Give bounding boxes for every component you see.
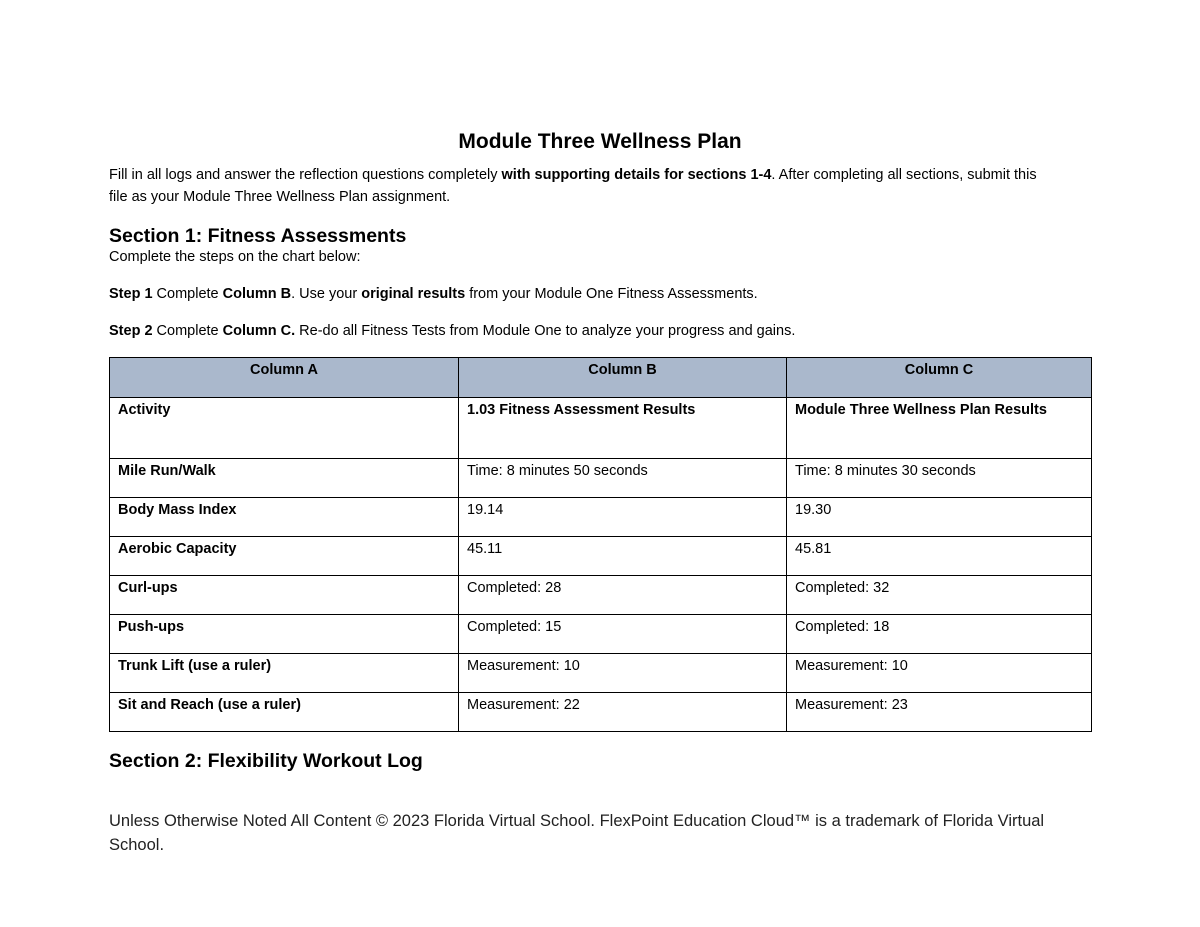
step1-emphasis: original results (361, 286, 466, 302)
cell-column-b: Completed: 28 (459, 576, 787, 615)
step2-instruction (109, 322, 795, 340)
row-label: Body Mass Index (110, 498, 459, 537)
cell-column-c: Completed: 18 (787, 615, 1092, 654)
intro-text-1: Fill in all logs and answer the reflection questions completely (109, 167, 502, 183)
section1-subheading: Complete the steps on the chart below: (109, 249, 361, 265)
activity-column-b: 1.03 Fitness Assessment Results (459, 398, 787, 459)
fitness-assessment-table (109, 357, 1092, 732)
section1-heading: Section 1: Fitness Assessments (109, 225, 407, 247)
section2-heading: Section 2: Flexibility Workout Log (109, 750, 423, 772)
header-column-c: Column C (787, 358, 1092, 398)
activity-row (110, 398, 1092, 459)
step2-column: Column C. (222, 323, 296, 339)
cell-column-b: Measurement: 10 (459, 654, 787, 693)
row-label: Curl-ups (110, 576, 459, 615)
table-row (110, 537, 1092, 576)
table-row (110, 498, 1092, 537)
step1-column: Column B (222, 286, 292, 302)
row-label: Mile Run/Walk (110, 459, 459, 498)
intro-text-bold: with supporting details for sections 1-4 (501, 167, 772, 183)
step2-text-a: Complete (152, 323, 223, 339)
table-row (110, 576, 1092, 615)
table-row (110, 459, 1092, 498)
header-column-a: Column A (110, 358, 459, 398)
row-label: Trunk Lift (use a ruler) (110, 654, 459, 693)
cell-column-c: Measurement: 10 (787, 654, 1092, 693)
cell-column-b: 19.14 (459, 498, 787, 537)
cell-column-b: Measurement: 22 (459, 693, 787, 732)
intro-text-3: . After completing all sections, submit this file as your Module Three Wellness Plan assignment. (109, 167, 1037, 205)
cell-column-b: Time: 8 minutes 50 seconds (459, 459, 787, 498)
table-row (110, 654, 1092, 693)
table-row (110, 693, 1092, 732)
table-row (110, 615, 1092, 654)
table-header-row (110, 358, 1092, 398)
cell-column-c: Measurement: 23 (787, 693, 1092, 732)
step1-text-b: . Use your (291, 286, 362, 302)
header-column-b: Column B (459, 358, 787, 398)
activity-label: Activity (110, 398, 459, 459)
copyright-footer: Unless Otherwise Noted All Content © 2023 Florida Virtual School. FlexPoint Education Cloud™ is a trademark of Florida Virtual School. (109, 812, 1045, 854)
step1-text-a: Complete (152, 286, 223, 302)
row-label: Sit and Reach (use a ruler) (110, 693, 459, 732)
cell-column-c: 45.81 (787, 537, 1092, 576)
page-title: Module Three Wellness Plan (458, 130, 742, 153)
cell-column-b: Completed: 15 (459, 615, 787, 654)
intro-paragraph (109, 164, 1049, 208)
step1-text-c: from your Module One Fitness Assessments. (465, 286, 758, 302)
cell-column-c: Completed: 32 (787, 576, 1092, 615)
row-label: Push-ups (110, 615, 459, 654)
document-page (109, 0, 1091, 927)
cell-column-c: 19.30 (787, 498, 1092, 537)
step1-instruction (109, 285, 758, 303)
row-label: Aerobic Capacity (110, 537, 459, 576)
activity-column-c: Module Three Wellness Plan Results (787, 398, 1092, 459)
cell-column-b: 45.11 (459, 537, 787, 576)
step1-label: Step 1 (109, 286, 153, 302)
step2-text-b: Re-do all Fitness Tests from Module One to analyze your progress and gains. (295, 323, 796, 339)
step2-label: Step 2 (109, 323, 153, 339)
cell-column-c: Time: 8 minutes 30 seconds (787, 459, 1092, 498)
